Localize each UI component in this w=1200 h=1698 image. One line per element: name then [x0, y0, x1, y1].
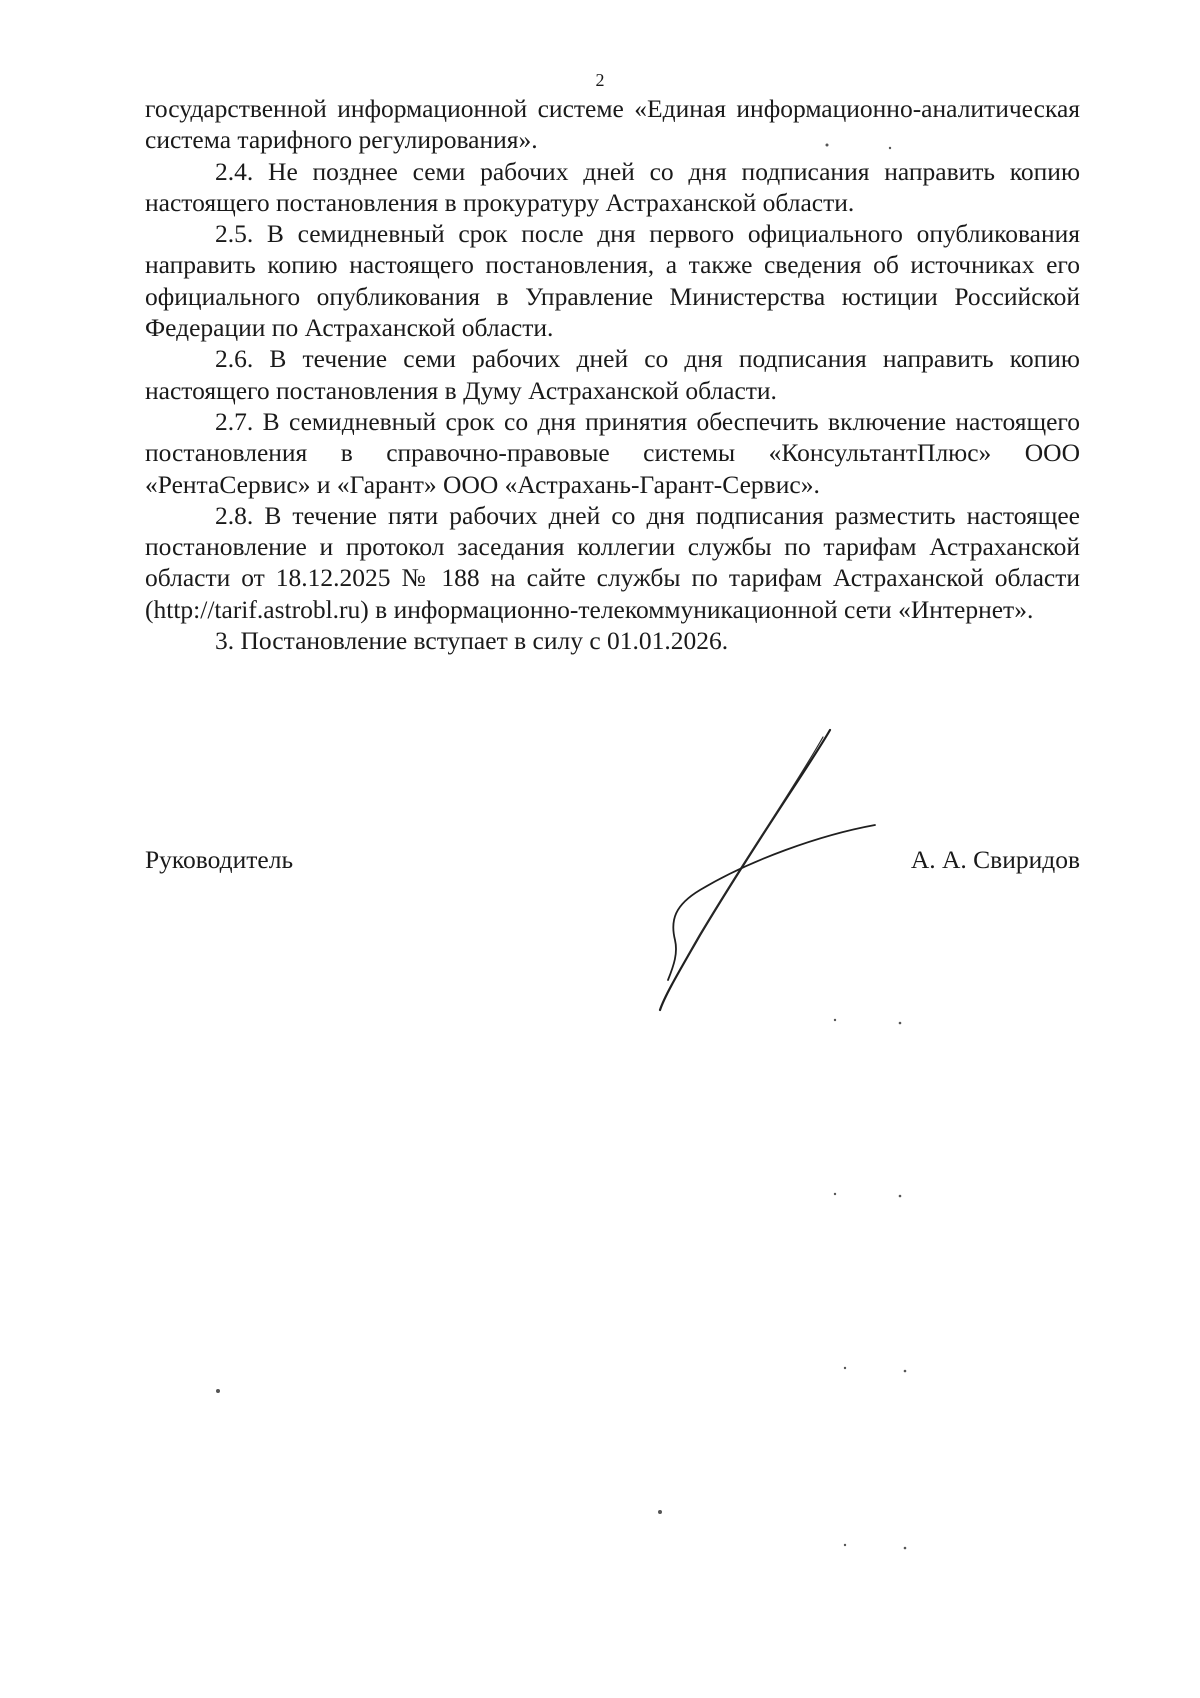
document-body	[145, 93, 1080, 656]
paragraph-2-5: 2.5. В семидневный срок после дня первого официального опубликования направить копию настоящего постановления, а также сведения об источниках его официального опубликования в Управление Министерства юстиции Российской Федерации по Астраханской области.	[145, 219, 1080, 343]
paragraph-2-6: 2.6. В течение семи рабочих дней со дня подписания направить копию настоящего постановления в Думу Астраханской области.	[145, 344, 1080, 405]
handwritten-signature	[640, 725, 880, 1025]
paragraph-2-8: 2.8. В течение пяти рабочих дней со дня подписания разместить настоящее постановление и протокол заседания коллегии службы по тарифам Астраханской области от 18.12.2025 № 188 на сайте службы по тарифам Астраханской области (http://tarif.astrobl.ru) в информационно-телекоммуникационной сети «Интернет».	[145, 500, 1080, 624]
paragraph-continuation: государственной информационной системе «Единая информационно-аналитическая система тарифного регулирования».	[145, 94, 1080, 155]
paragraph-2-7: 2.7. В семидневный срок со дня принятия обеспечить включение настоящего постановления в справочно-правовые системы «КонсультантПлюс» ООО «РентаСервис» и «Гарант» ООО «Астрахань-Гарант-Сервис».	[145, 406, 1080, 499]
paragraph-2-4: 2.4. Не позднее семи рабочих дней со дня подписания направить копию настоящего постановления в прокуратуру Астраханской области.	[145, 156, 1080, 217]
signatory-title: Руководитель	[145, 845, 294, 874]
page-number: 2	[595, 70, 605, 90]
paragraph-3: 3. Постановление вступает в силу с 01.01.2026.	[215, 626, 729, 656]
signatory-name: А. А. Свиридов	[910, 845, 1080, 874]
signature-block	[145, 845, 1080, 885]
